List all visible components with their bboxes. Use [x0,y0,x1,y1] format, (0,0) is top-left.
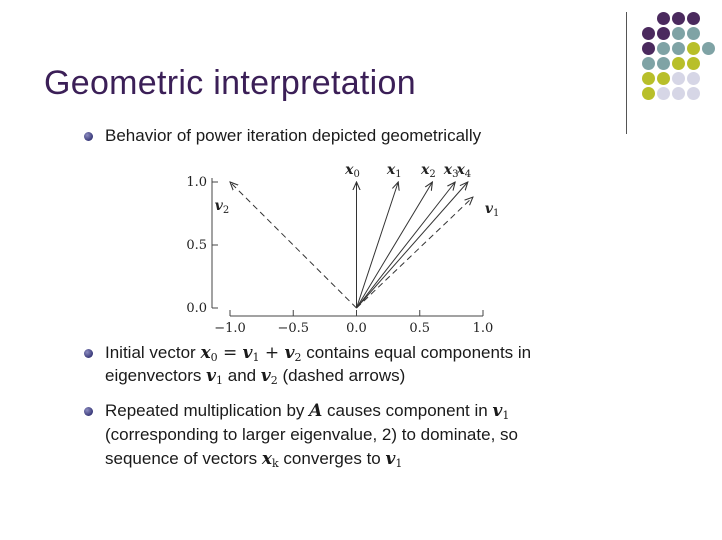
decorative-dot [657,87,670,100]
text: (dashed arrows) [277,366,406,385]
decorative-dot [687,87,700,100]
math-x0: $x_0$ [200,343,218,364]
bullet-text-line-3 [105,448,402,474]
decorative-dot-grid [638,10,722,120]
vector-x3 [357,182,456,308]
math-v1: $v_1$ [492,401,510,422]
math-xk: $x_k$ [261,449,279,470]
plus: + [259,343,285,363]
vector-x2 [357,182,433,308]
text: contains equal components in [301,343,532,362]
decorative-dot [642,57,655,70]
vector-label-x2: $x_2$ [421,162,436,180]
decorative-dot [687,27,700,40]
bullet-text-line-2 [105,365,405,391]
vector-v1 [357,197,473,308]
decorative-dot [642,42,655,55]
decorative-dot [657,57,670,70]
decorative-dot [657,42,670,55]
decorative-dot [642,27,655,40]
decorative-dot [657,12,670,25]
x-tick-label: 1.0 [472,321,494,336]
decorative-dot [642,87,655,100]
vector-label-x1: $x_1$ [386,162,402,180]
text: and [223,366,261,385]
vector-x4 [357,182,468,308]
power-iteration-diagram [186,156,506,336]
decorative-dot [672,42,685,55]
bullet-marker [84,407,93,416]
vector-label-v2: $v_2$ [214,198,230,216]
text: sequence of vectors [105,449,262,468]
text: eigenvectors [105,366,207,385]
y-tick-label: 0.5 [186,238,207,253]
decorative-dot [687,57,700,70]
decorative-dot [702,42,715,55]
x-tick-label: −1.0 [214,321,246,336]
vector-label-v1: $v_1$ [484,201,500,220]
bullet-marker [84,132,93,141]
vector-label-x3: $x_3$ [443,162,459,180]
decorative-dot [687,42,700,55]
text: Initial vector [105,343,201,362]
decorative-dot [642,72,655,85]
decorative-dot [657,27,670,40]
decorative-dot [672,12,685,25]
x-tick-label: 0.0 [346,321,367,336]
math-v2: $v_2$ [260,366,278,387]
decorative-dot [687,72,700,85]
x-tick-label: −0.5 [277,321,310,336]
x-tick-label: 0.5 [409,321,431,336]
vector-label-x4: $x_4$ [456,162,472,180]
vector-v2 [230,182,357,308]
text: Repeated multiplication by [105,401,310,420]
vector-x1 [357,182,399,308]
slide-title: Geometric interpretation [44,64,416,102]
bullet-text-line-2: (corresponding to larger eigenvalue, 2) to dominate, so [105,425,518,444]
math-v1: $v_1$ [385,449,403,470]
decorative-dot [672,27,685,40]
math-v1: $v_1$ [242,343,260,364]
decorative-dot [672,57,685,70]
y-tick-label: 1.0 [186,175,207,190]
title-divider [626,12,627,134]
bullet-text-line-1 [105,400,509,426]
math-v2: $v_2$ [284,343,302,364]
math-v1: $v_1$ [206,366,224,387]
y-tick-label: 0.0 [186,301,207,316]
decorative-dot [687,12,700,25]
bullet-marker [84,349,93,358]
text: causes component in [322,401,493,420]
equals: = [217,343,243,363]
decorative-dot [672,72,685,85]
vector-label-x0: $x_0$ [345,162,360,180]
decorative-dot [672,87,685,100]
decorative-dot [657,72,670,85]
text: converges to [278,449,386,468]
bullet-text: Behavior of power iteration depicted geometrically [105,126,482,145]
math-A: A [309,401,323,421]
